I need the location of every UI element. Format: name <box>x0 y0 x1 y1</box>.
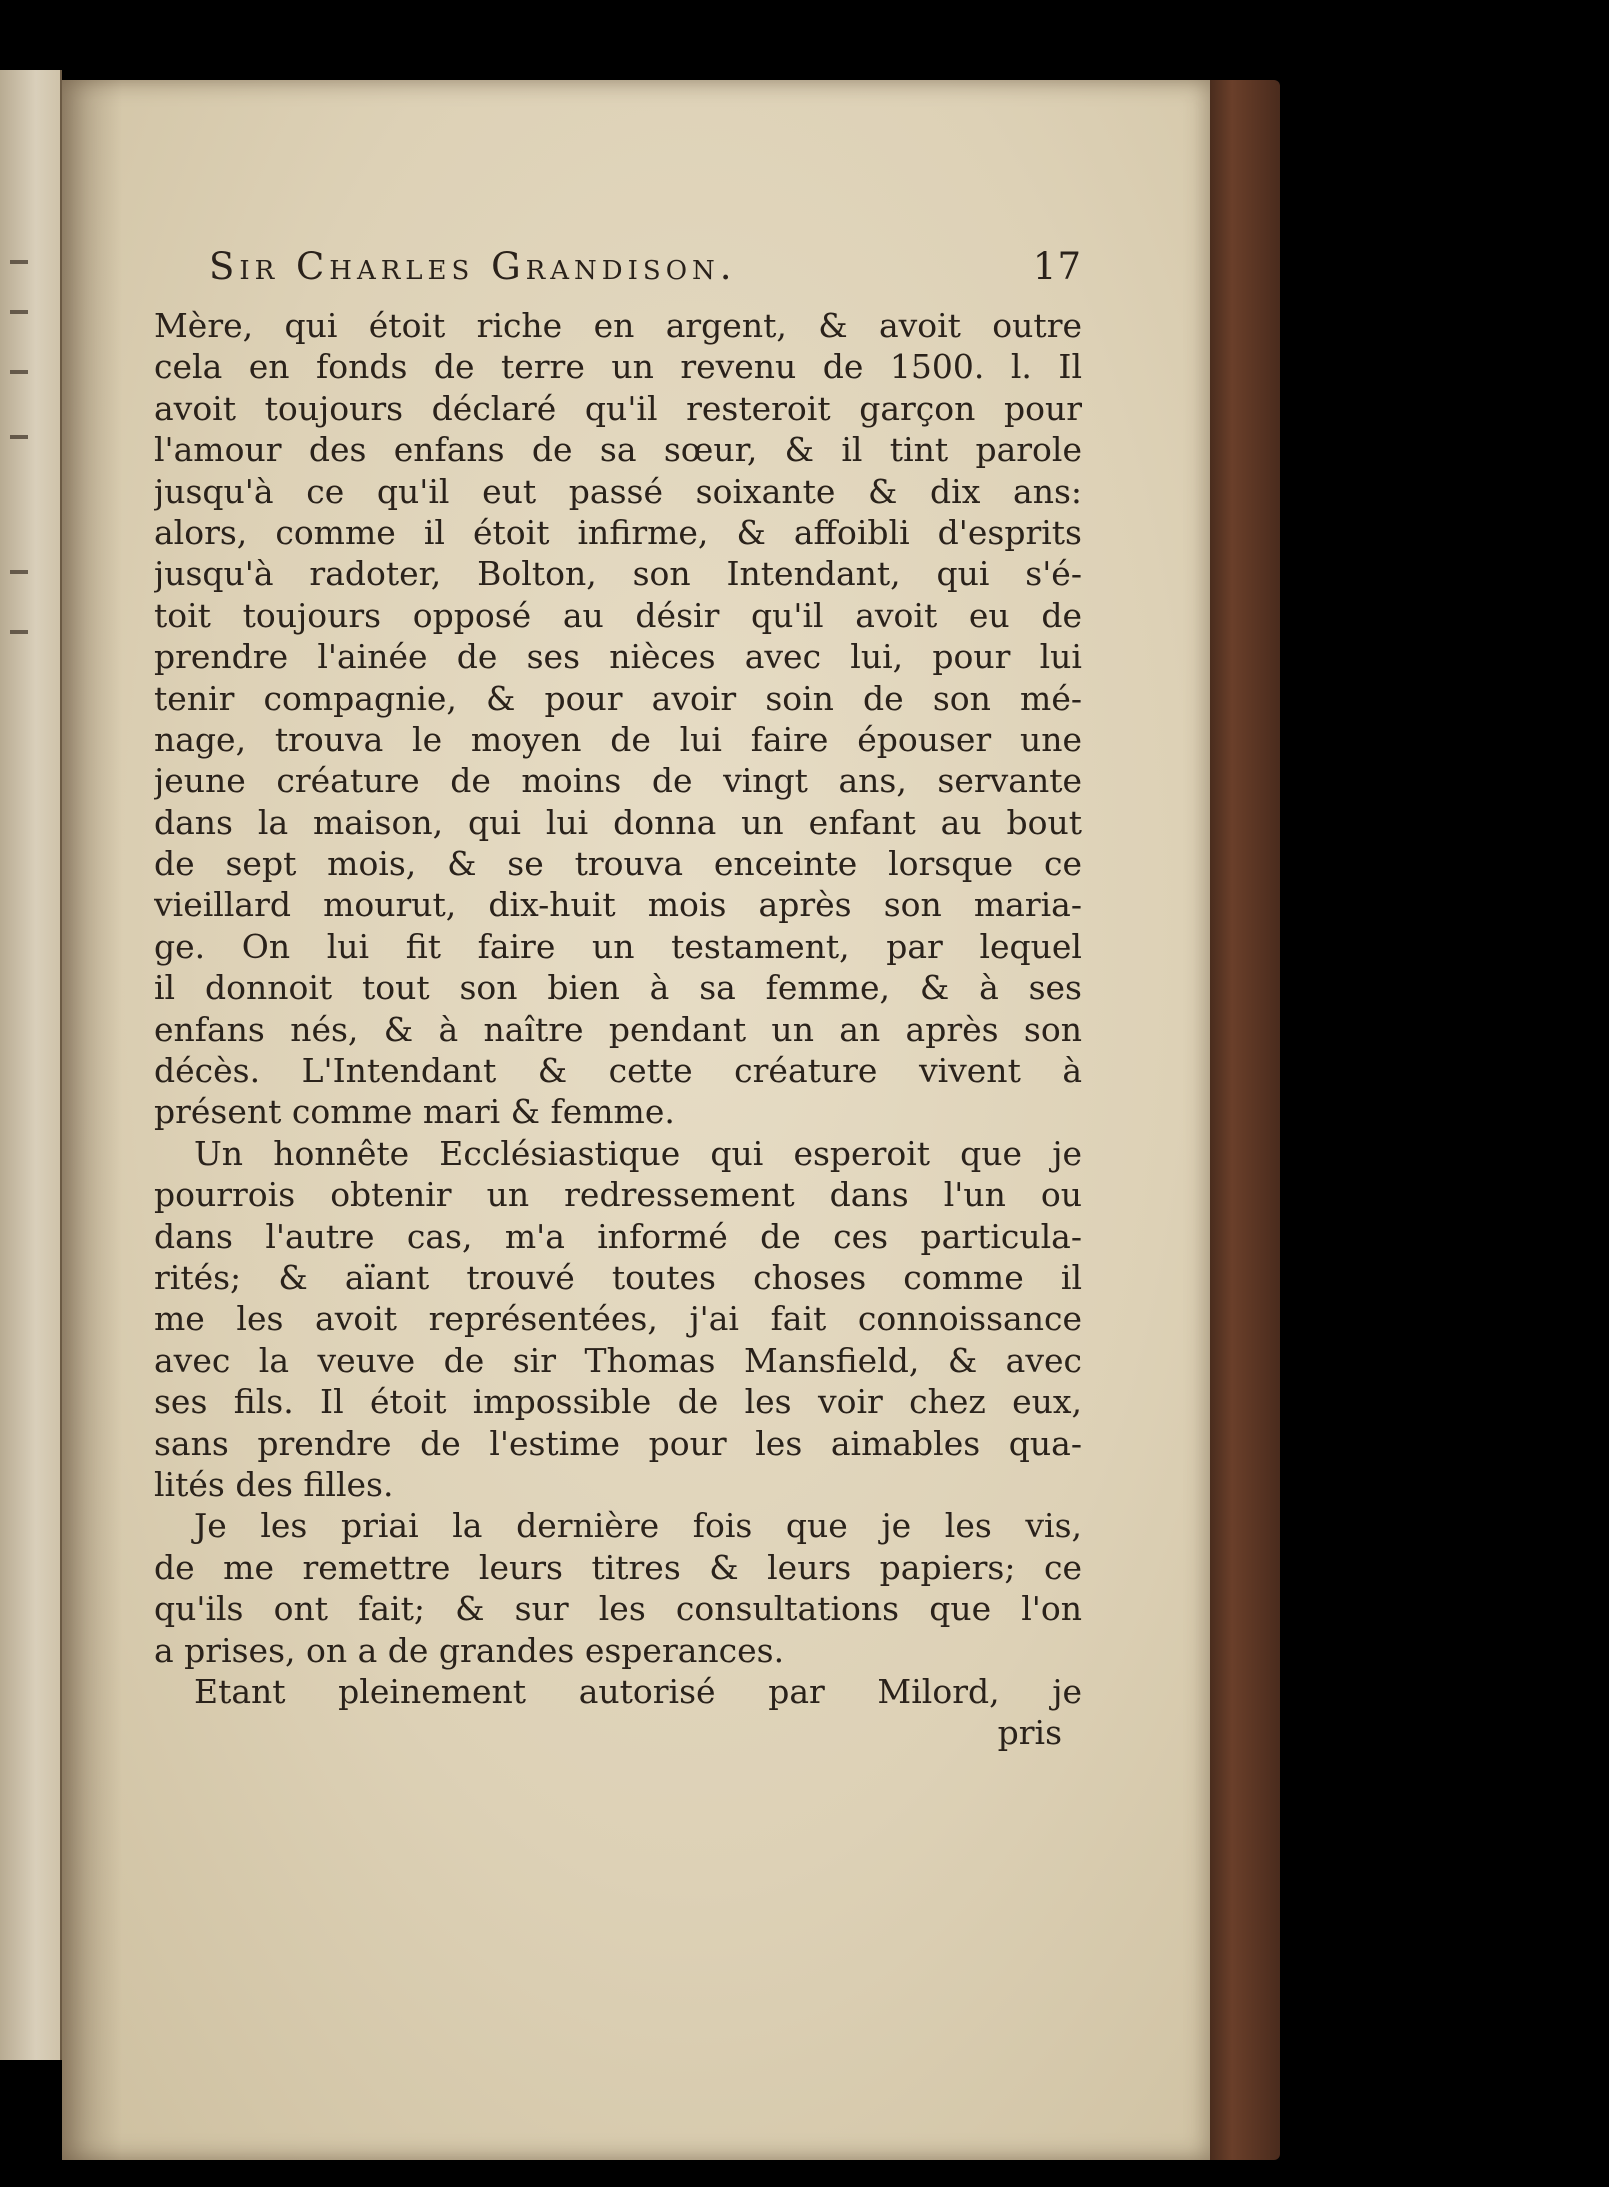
text-line: sans prendre de l'estime pour les aimables qua- <box>154 1423 1082 1463</box>
text-line: jusqu'à radoter, Bolton, son Intendant, qui s'é- <box>154 554 1082 594</box>
margin-mark <box>10 570 28 574</box>
text-line: alors, comme il étoit infirme, & affoibli d'esprits <box>154 512 1082 552</box>
book-cover-edge <box>1200 80 1280 2160</box>
text-line: Je les priai la dernière fois que je les vis, <box>194 1506 1082 1546</box>
text-line: de me remettre leurs titres & leurs papiers; ce <box>154 1547 1082 1587</box>
text-line: Mère, qui étoit riche en argent, & avoit outre <box>154 306 1082 345</box>
text-line: prendre l'ainée de ses nièces avec lui, pour lui <box>154 637 1082 677</box>
text-line: a prises, on a de grandes esperances. <box>154 1630 785 1670</box>
text-line: qu'ils ont fait; & sur les consultations que l'on <box>154 1589 1082 1629</box>
running-head: Sir Charles Grandison. <box>209 245 737 288</box>
catchword: pris <box>997 1713 1062 1753</box>
text-line: dans l'autre cas, m'a informé de ces particula- <box>154 1216 1082 1256</box>
margin-mark <box>10 370 28 374</box>
page-number: 17 <box>1032 245 1082 288</box>
margin-mark <box>10 435 28 439</box>
text-line: cela en fonds de terre un revenu de 1500. l. Il <box>154 347 1082 387</box>
book-page <box>62 80 1210 2160</box>
text-block <box>154 245 1082 1754</box>
text-line: Etant pleinement autorisé par Milord, je <box>194 1671 1082 1711</box>
text-line: vieillard mourut, dix-huit mois après son maria- <box>154 885 1082 925</box>
running-header <box>154 245 1082 305</box>
text-line: jusqu'à ce qu'il eut passé soixante & dix ans: <box>154 471 1082 511</box>
text-line: il donnoit tout son bien à sa femme, & à ses <box>154 968 1082 1008</box>
text-line: rités; & aïant trouvé toutes choses comme il <box>154 1257 1082 1297</box>
text-line: jeune créature de moins de vingt ans, servante <box>154 761 1082 801</box>
text-line: ses fils. Il étoit impossible de les voir chez eux, <box>154 1382 1082 1422</box>
text-line: présent comme mari & femme. <box>154 1092 675 1132</box>
text-line: me les avoit représentées, j'ai fait connoissance <box>154 1299 1082 1339</box>
text-line: avec la veuve de sir Thomas Mansfield, & avec <box>154 1340 1082 1380</box>
text-line: enfans nés, & à naître pendant un an après son <box>154 1009 1082 1049</box>
text-line: de sept mois, & se trouva enceinte lorsque ce <box>154 844 1082 884</box>
text-line: ge. On lui fit faire un testament, par lequel <box>154 926 1082 966</box>
text-line: dans la maison, qui lui donna un enfant au bout <box>154 802 1082 842</box>
margin-mark <box>10 310 28 314</box>
text-line: nage, trouva le moyen de lui faire épouser une <box>154 719 1082 759</box>
text-line: avoit toujours déclaré qu'il resteroit garçon pour <box>154 388 1082 428</box>
margin-mark <box>10 260 28 264</box>
text-line: Un honnête Ecclésiastique qui esperoit que je <box>194 1133 1082 1173</box>
text-line: toit toujours opposé au désir qu'il avoit eu de <box>154 595 1082 635</box>
facing-page-edge <box>0 70 62 2060</box>
text-line: tenir compagnie, & pour avoir soin de son mé- <box>154 678 1082 718</box>
text-line: décès. L'Intendant & cette créature vivent à <box>154 1051 1082 1091</box>
text-line: l'amour des enfans de sa sœur, & il tint parole <box>154 430 1082 470</box>
body-text <box>154 305 1082 1754</box>
margin-mark <box>10 630 28 634</box>
text-line: lités des filles. <box>154 1464 394 1504</box>
text-line: pourrois obtenir un redressement dans l'un ou <box>154 1175 1082 1215</box>
